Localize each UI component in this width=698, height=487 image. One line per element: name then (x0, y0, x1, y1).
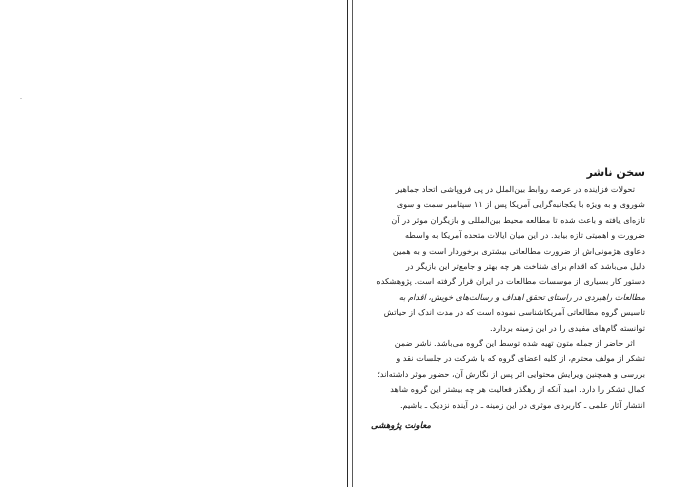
section-heading: سخن ناشر (586, 166, 645, 179)
text-line: ضرورت و اهمیتی تازه بیابد. در این میان ایالات متحده آمریکا به واسطه (404, 230, 645, 241)
text-line: شوروی و به ویژه با یکجانبه‌گرایی آمریکا پس از ۱۱ سپتامبر سمت و سوی (396, 199, 645, 210)
signature-row (371, 413, 645, 432)
paragraph-intro (371, 182, 645, 336)
publisher-note (371, 166, 645, 432)
gutter-line-left (347, 0, 348, 487)
text-line: تحولات فزاینده در عرصه روابط بین‌الملل در پی فروپاشی اتحاد جماهیر (395, 184, 635, 194)
left-page-blank (0, 0, 347, 487)
paper-speck (20, 98, 22, 99)
text-line: کمال تشکر را دارد. امید آنکه از رهگذر فعالیت هر چه بیشتر این گروه شاهد (390, 384, 645, 395)
text-line: تشکر از مولف محترم، از کلیه اعضای گروه که با شرکت در جلسات نقد و (396, 353, 645, 364)
text-line: بررسی و همچنین ویرایش محتوایی اثر پس از نگارش آن، حضور موثر داشته‌اند؛ (377, 368, 645, 379)
text-line: دعاوی هژمونی‌اش از ضرورت مطالعاتی بیشتری برخوردار است و به همین (392, 245, 645, 256)
text-line: تاسیس گروه مطالعاتی آمریکاشناسی نموده است که در مدت اندک از حیاتش (383, 307, 645, 318)
text-line: اثر حاضر از جمله متون تهیه شده توسط این گروه می‌باشد. ناشر ضمن (394, 338, 635, 349)
text-line: انتشار آثار علمی ـ کاربردی موثری در این زمینه ـ در آینده نزدیک ـ باشیم. (399, 399, 645, 410)
text-line: مطالعات راهبردی در راستای تحقق اهداف و رسالت‌های خویش، اقدام به (398, 291, 645, 302)
text-line: توانسته گام‌های مفیدی را در این زمینه بردارد. (489, 322, 645, 333)
signature: معاونت پژوهشی (371, 421, 431, 432)
paragraph-thanks (371, 336, 645, 413)
text-line: دلیل می‌باشد که اقدام برای شناخت هر چه بهتر و جامع‌تر این بازیگر در (405, 261, 645, 272)
text-line: دستور کار بسیاری از موسسات مطالعات در ایران قرار گرفته است. پژوهشکده (376, 276, 645, 287)
text-line: تازه‌ای یافته و باعث شده تا مطالعه محیط بین‌المللی و بازیگران موثر در آن (391, 214, 645, 225)
